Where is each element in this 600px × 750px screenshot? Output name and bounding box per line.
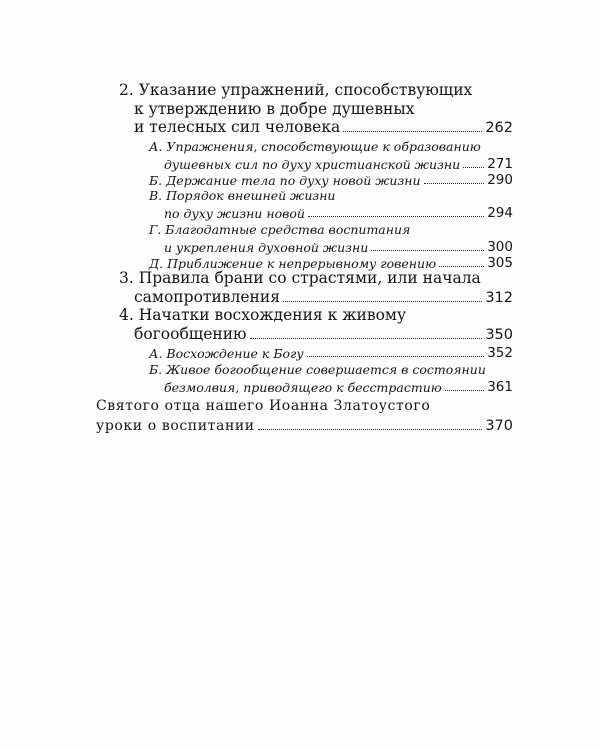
toc-entry-2a-line-1 <box>149 134 513 153</box>
entry-text: А. Восхождение к Богу <box>149 345 304 361</box>
dot-leader <box>283 301 482 302</box>
toc-entry-final-line-1 <box>96 394 513 413</box>
page-number: 305 <box>487 254 513 271</box>
toc-entry-2-line-3 <box>134 116 513 135</box>
toc-entry-final-line-2 <box>96 414 513 433</box>
dot-leader <box>343 131 482 132</box>
entry-text: и укрепления духовной жизни <box>164 239 369 255</box>
toc-entry-2v-line-1 <box>149 183 513 202</box>
entry-text: В. Порядок внешней жизни <box>149 187 336 203</box>
entry-text: уроки о воспитании <box>96 418 255 434</box>
toc-entry-3-line-1 <box>119 267 513 286</box>
entry-text: к утверждению в добре душевных <box>134 99 415 118</box>
page-number: 312 <box>485 289 513 306</box>
page-number: 262 <box>485 119 513 136</box>
entry-text: 3. Правила брани со страстями, или начала <box>119 268 481 287</box>
page-number: 290 <box>487 171 513 188</box>
entry-text: Б. Живое богообщение совершается в состоянии <box>149 361 486 377</box>
entry-text: Г. Благодатные средства воспитания <box>149 221 411 237</box>
toc-entry-4-line-2 <box>134 323 513 342</box>
toc-entry-3-line-2 <box>134 286 513 305</box>
dot-leader <box>250 338 483 339</box>
entry-text: Святого отца нашего Иоанна Златоустого <box>96 398 431 414</box>
toc-entry-4b-line-1 <box>149 357 513 376</box>
toc-entry-2-line-1 <box>119 79 513 98</box>
page-number: 352 <box>487 344 513 361</box>
entry-text: Б. Держание тела по духу новой жизни <box>149 172 421 188</box>
toc-entry-2g-line-1 <box>149 217 513 236</box>
page-number: 271 <box>487 155 513 172</box>
page-number: 300 <box>487 238 513 255</box>
entry-text: 2. Указание упражнений, способствующих <box>119 80 473 99</box>
entry-text: А. Упражнения, способствующие к образованию <box>149 138 481 154</box>
entry-text: по духу жизни новой <box>164 205 305 221</box>
entry-text: богообщению <box>134 324 247 343</box>
page-number: 350 <box>485 326 513 343</box>
page-number: 370 <box>485 417 513 434</box>
page-number: 294 <box>487 204 513 221</box>
entry-text: самопротивления <box>134 287 280 306</box>
entry-text: Д. Приближение к непрерывному говению <box>149 255 437 271</box>
toc-entry-2-line-2 <box>134 98 513 117</box>
entry-text: безмолвия, приводящего к бесстрастию <box>164 379 442 395</box>
page-number: 361 <box>487 378 513 395</box>
toc-entry-4b-line-2 <box>164 375 513 394</box>
dot-leader <box>445 390 484 391</box>
toc-entry-4-line-1 <box>119 304 513 323</box>
entry-text: душевных сил по духу христианской жизни <box>164 156 461 172</box>
dot-leader <box>258 429 483 430</box>
entry-text: и телесных сил человека <box>134 117 341 136</box>
entry-text: 4. Начатки восхождения к живому <box>119 305 407 324</box>
